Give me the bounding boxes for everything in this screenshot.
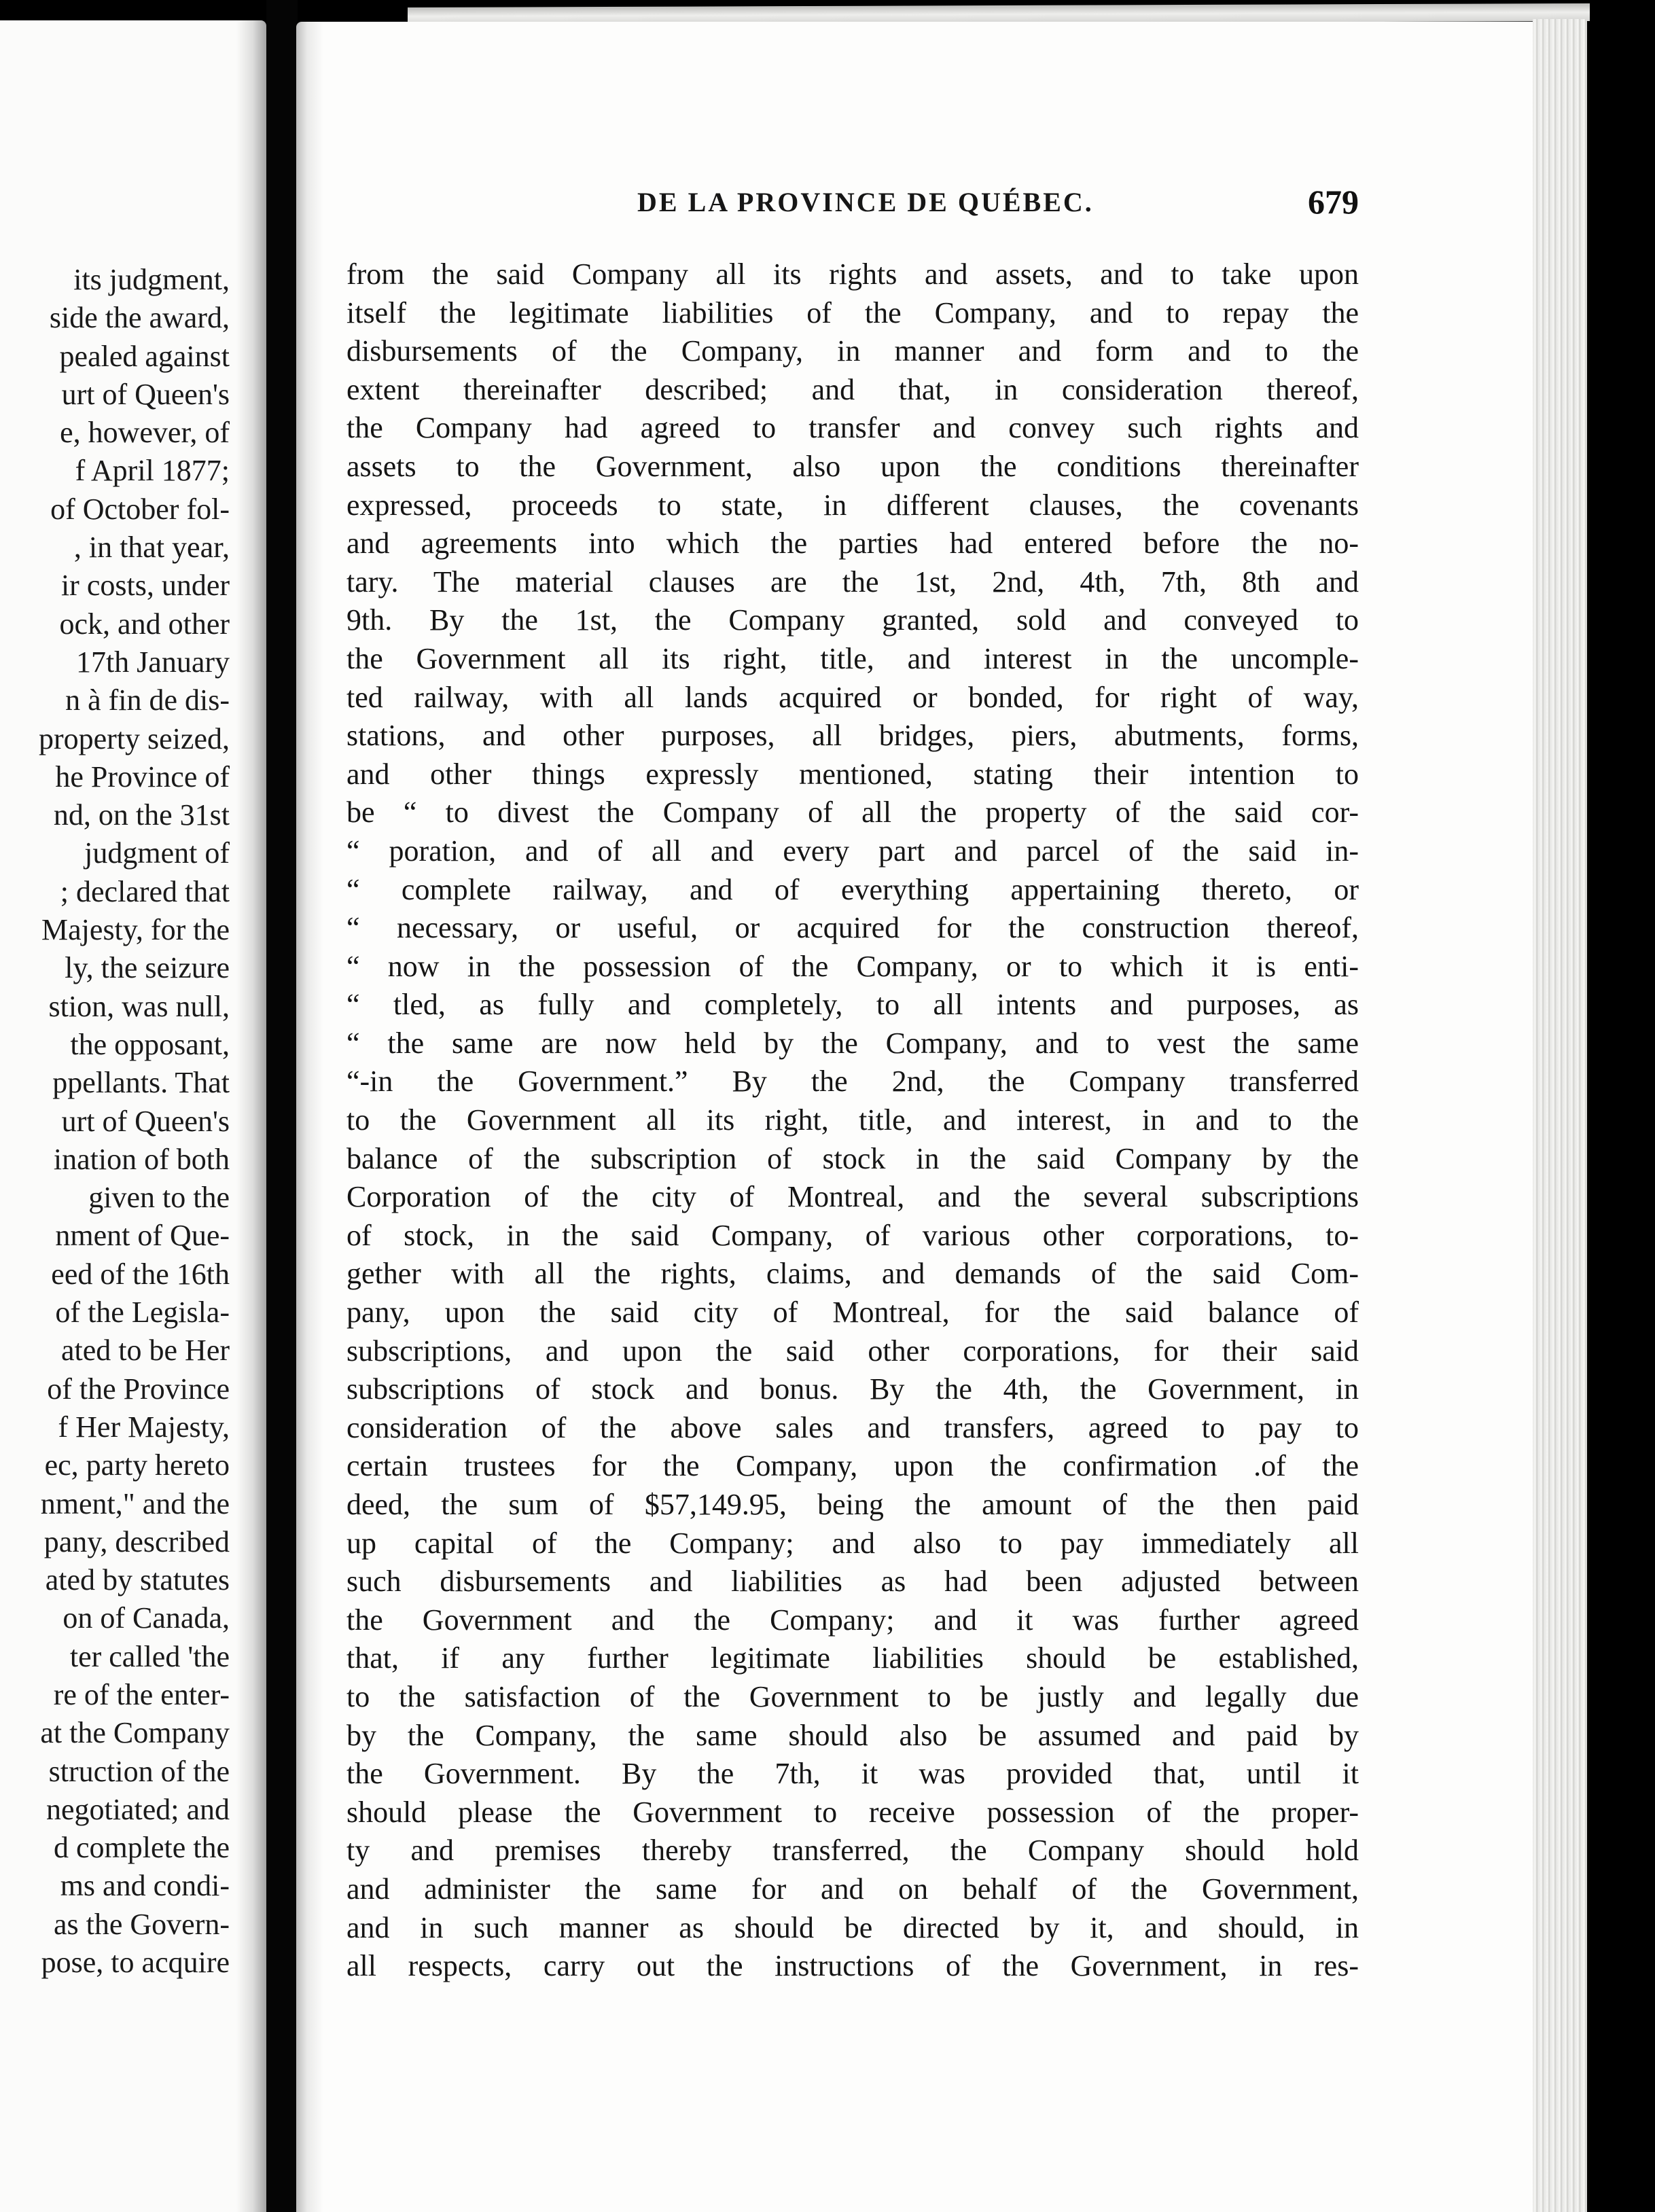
- text-line: by the Company, the same should also be assumed and paid by: [346, 1718, 1359, 1752]
- left-page-line: its judgment,: [73, 263, 230, 296]
- left-page-line: ppellants. That: [52, 1066, 230, 1100]
- left-page-line: nment of Que-: [55, 1219, 230, 1253]
- right-gutter-shadow: [296, 22, 323, 2212]
- text-line: ted railway, with all lands acquired or bonded, for right of way,: [346, 680, 1359, 714]
- text-line: pany, upon the said city of Montreal, for the said balance of: [346, 1296, 1359, 1330]
- left-page-line: d complete the: [53, 1831, 230, 1865]
- left-page-line: ated by statutes: [45, 1563, 230, 1597]
- text-line: the Company had agreed to transfer and convey such rights and: [346, 411, 1359, 445]
- left-page-line: ly, the seizure: [65, 951, 230, 985]
- left-page-line: ated to be Her: [61, 1334, 230, 1368]
- running-title: DE LA PROVINCE DE QUÉBEC.: [637, 187, 1094, 217]
- left-page-line: urt of Queen's: [61, 377, 230, 411]
- text-line: up capital of the Company; and also to pay immediately all: [346, 1526, 1359, 1560]
- text-line: “ complete railway, and of everything appertaining thereto, or: [346, 872, 1359, 906]
- left-page-line: Majesty, for the: [41, 913, 230, 947]
- text-line: assets to the Government, also upon the conditions thereinafter: [346, 449, 1359, 483]
- text-line: the Government and the Company; and it was further agreed: [346, 1603, 1359, 1637]
- left-page-line: f April 1877;: [75, 454, 230, 488]
- left-page-line: pose, to acquire: [41, 1946, 230, 1980]
- left-page-line: re of the enter-: [53, 1677, 230, 1711]
- left-page-line: nment," and the: [40, 1486, 230, 1520]
- book-spine: [266, 0, 298, 2212]
- left-page-line: e, however, of: [60, 416, 230, 450]
- text-line: “ necessary, or useful, or acquired for the construction thereof,: [346, 911, 1359, 945]
- left-page-line: ec, party hereto: [44, 1448, 230, 1482]
- text-line: stations, and other purposes, all bridges, piers, abutments, forms,: [346, 719, 1359, 753]
- text-line: tary. The material clauses are the 1st, 2nd, 4th, 7th, 8th and: [346, 565, 1359, 599]
- left-page-text: [0, 261, 230, 1982]
- left-page-line: negotiated; and: [46, 1792, 230, 1826]
- text-line: “-in the Government.” By the 2nd, the Company transferred: [346, 1065, 1359, 1099]
- text-line: should please the Government to receive possession of the proper-: [346, 1795, 1359, 1829]
- text-line: consideration of the above sales and transfers, agreed to pay to: [346, 1410, 1359, 1444]
- page-number: 679: [1308, 183, 1359, 221]
- left-page-line: 17th January: [75, 645, 230, 679]
- text-line: to the Government all its right, title, and interest, in and to the: [346, 1103, 1359, 1137]
- text-line: extent thereinafter described; and that, in consideration thereof,: [346, 372, 1359, 406]
- text-line: gether with all the rights, claims, and demands of the said Com-: [346, 1257, 1359, 1291]
- left-page-line: judgment of: [84, 836, 230, 870]
- text-line: ty and premises thereby transferred, the Company should hold: [346, 1834, 1359, 1868]
- left-page-line: as the Govern-: [53, 1907, 230, 1941]
- text-line: “ the same are now held by the Company, and to vest the same: [346, 1026, 1359, 1060]
- left-page-line: eed of the 16th: [51, 1257, 230, 1291]
- left-page-line: ms and condi-: [60, 1869, 230, 1903]
- text-line: that, if any further legitimate liabilities should be established,: [346, 1641, 1359, 1675]
- text-line: all respects, carry out the instructions of the Government, in res-: [346, 1949, 1359, 1983]
- text-line: to the satisfaction of the Government to be justly and legally due: [346, 1679, 1359, 1713]
- left-page-line: ; declared that: [60, 874, 230, 908]
- left-gutter-shadow: [236, 20, 266, 2212]
- text-line: disbursements of the Company, in manner and form and to the: [346, 334, 1359, 368]
- left-page-line: ination of both: [53, 1142, 230, 1176]
- text-line: be “ to divest the Company of all the property of the said cor-: [346, 796, 1359, 830]
- text-line: the Government all its right, title, and interest in the uncomple-: [346, 641, 1359, 675]
- running-head: [346, 182, 1359, 230]
- left-page-line: of October fol-: [50, 492, 230, 526]
- text-line: “ tled, as fully and completely, to all intents and purposes, as: [346, 988, 1359, 1022]
- text-line: and agreements into which the parties had entered before the no-: [346, 527, 1359, 560]
- text-line: of stock, in the said Company, of various other corporations, to-: [346, 1218, 1359, 1252]
- text-line: and other things expressly mentioned, stating their intention to: [346, 757, 1359, 791]
- left-facing-page: [0, 20, 266, 2212]
- left-page-line: ock, and other: [59, 607, 230, 641]
- text-line: “ poration, and of all and every part and parcel of the said in-: [346, 834, 1359, 868]
- text-line: and in such manner as should be directed by it, and should, in: [346, 1910, 1359, 1944]
- left-page-line: of the Province: [47, 1372, 230, 1406]
- text-line: subscriptions of stock and bonus. By the 4th, the Government, in: [346, 1372, 1359, 1406]
- left-page-line: of the Legisla-: [55, 1296, 230, 1330]
- text-line: such disbursements and liabilities as had been adjusted between: [346, 1565, 1359, 1599]
- left-page-line: nd, on the 31st: [53, 798, 230, 832]
- text-line: deed, the sum of $57,149.95, being the amount of the then paid: [346, 1488, 1359, 1521]
- text-line: Corporation of the city of Montreal, and the several subscriptions: [346, 1180, 1359, 1214]
- left-page-line: n à fin de dis-: [65, 683, 230, 717]
- left-page-line: given to the: [88, 1181, 230, 1215]
- text-line: and administer the same for and on behalf of the Government,: [346, 1872, 1359, 1906]
- left-page-line: he Province of: [55, 760, 230, 793]
- text-line: subscriptions, and upon the said other corporations, for their said: [346, 1334, 1359, 1368]
- left-page-line: , in that year,: [73, 531, 230, 565]
- left-page-line: urt of Queen's: [61, 1104, 230, 1138]
- left-page-line: side the award,: [49, 301, 230, 335]
- stacked-page-edges: [1533, 19, 1587, 2212]
- left-page-line: property seized,: [39, 721, 230, 755]
- text-line: 9th. By the 1st, the Company granted, sold and conveyed to: [346, 603, 1359, 637]
- left-page-line: at the Company: [40, 1716, 230, 1750]
- left-page-line: pany, described: [43, 1524, 230, 1558]
- text-line: itself the legitimate liabilities of the Company, and to repay the: [346, 296, 1359, 329]
- left-page-line: stion, was null,: [48, 989, 230, 1023]
- text-line: the Government. By the 7th, it was provided that, until it: [346, 1757, 1359, 1791]
- text-line: certain trustees for the Company, upon the confirmation .of the: [346, 1449, 1359, 1483]
- left-page-line: pealed against: [59, 339, 230, 373]
- left-page-line: ter called 'the: [69, 1639, 230, 1673]
- left-page-line: on of Canada,: [63, 1601, 230, 1635]
- left-page-line: the opposant,: [70, 1027, 230, 1061]
- text-line: from the said Company all its rights and assets, and to take upon: [346, 257, 1359, 291]
- body-text: [346, 255, 1359, 1986]
- left-page-line: ir costs, under: [60, 569, 230, 603]
- text-line: balance of the subscription of stock in the said Company by the: [346, 1141, 1359, 1175]
- left-page-line: struction of the: [48, 1754, 230, 1788]
- left-page-line: f Her Majesty,: [58, 1410, 230, 1444]
- text-line: “ now in the possession of the Company, or to which it is enti-: [346, 949, 1359, 983]
- text-line: expressed, proceeds to state, in different clauses, the covenants: [346, 488, 1359, 522]
